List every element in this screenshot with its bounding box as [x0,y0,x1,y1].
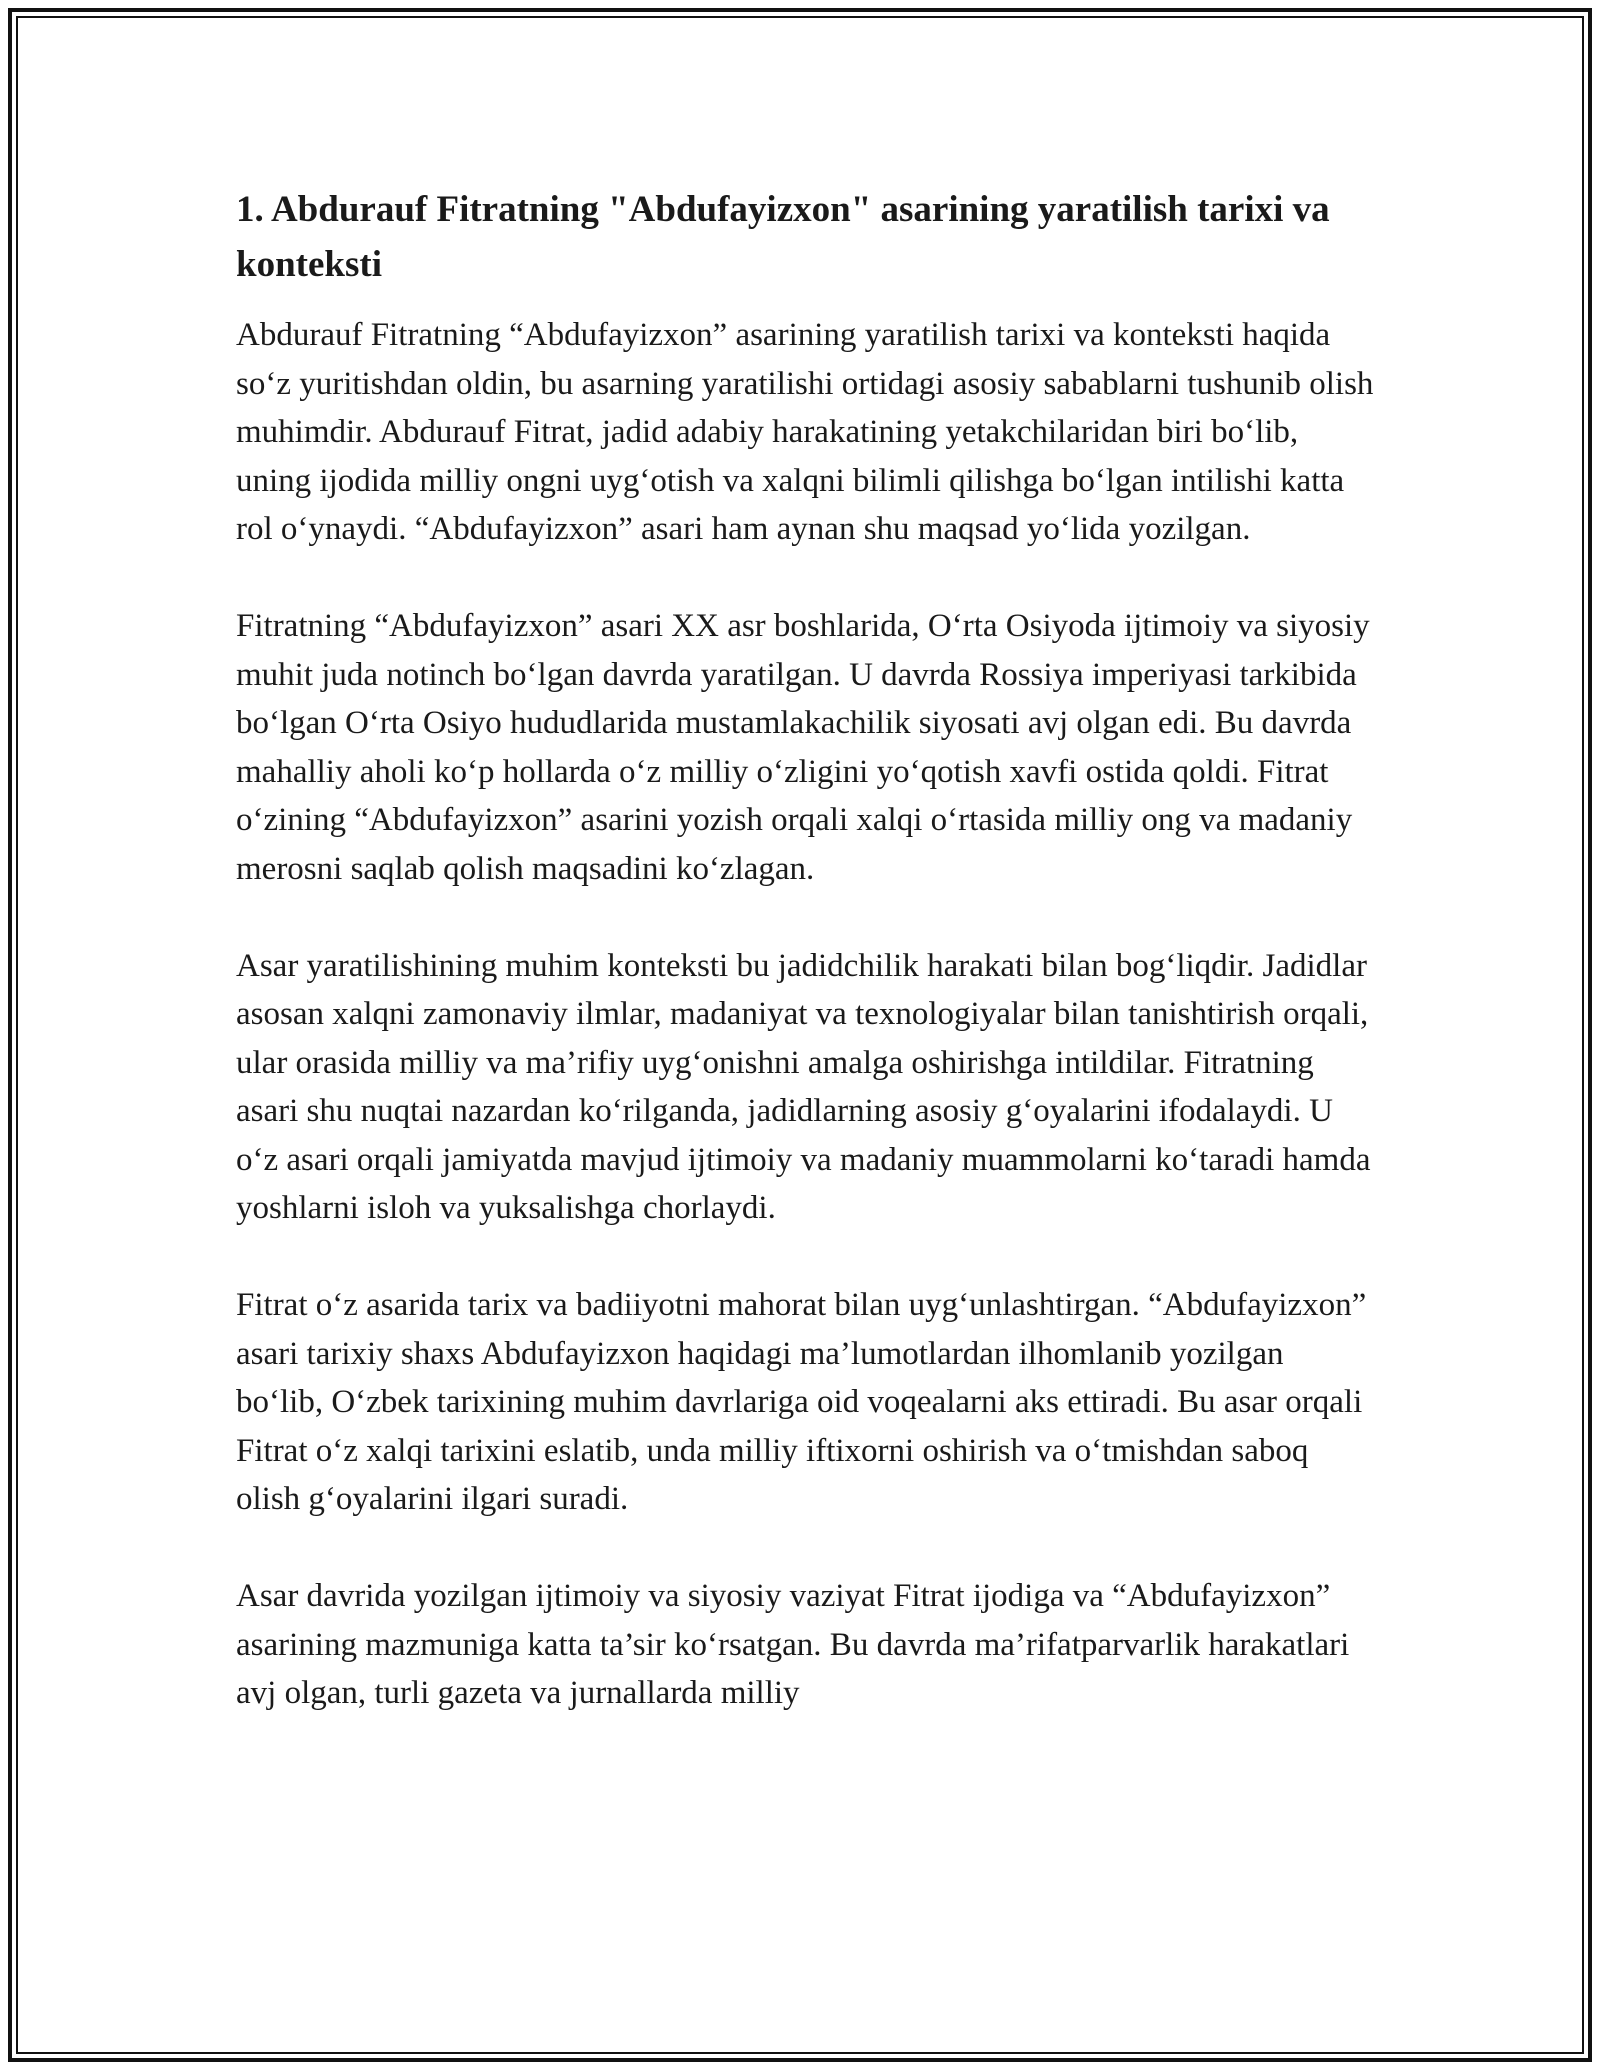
paragraph-5: Asar davrida yozilgan ijtimoiy va siyosiy vaziyat Fitrat ijodiga va “Abdufayizxon” asarining mazmuniga katta ta’sir ko‘rsatgan. Bu davrda ma’rifatparvarlik harakatlari avj olgan, turli gazeta va jurnallarda milliy [236,1578,1350,1711]
paragraph-2: Fitratning “Abdufayizxon” asari XX asr boshlarida, O‘rta Osiyoda ijtimoiy va siyosiy muhit juda notinch bo‘lgan davrda yaratilgan. U davrda Rossiya imperiyasi tarkibida bo‘lgan O‘rta Osiyo hududlarida mustamlakachilik siyosati avj olgan edi. Bu davrda mahalliy aholi ko‘p hollarda o‘z milliy o‘zligini yo‘qotish xavfi ostida qoldi. Fitrat o‘zining “Abdufayizxon” asarini yozish orqali xalqi o‘rtasida milliy ong va madaniy merosni saqlab qolish maqsadini ko‘zlagan. [236,608,1370,887]
paragraph-3: Asar yaratilishining muhim konteksti bu jadidchilik harakati bilan bog‘liqdir. Jadidlar asosan xalqni zamonaviy ilmlar, madaniyat va texnologiyalar bilan tanishtirish orqali, ular orasida milliy va ma’rifiy uyg‘onishni amalga oshirishga intildilar. Fitratning asari shu nuqtai nazardan ko‘rilganda, jadidlarning asosiy g‘oyalarini ifodalaydi. U o‘z asari orqali jamiyatda mavjud ijtimoiy va madaniy muammolarni ko‘taradi hamda yoshlarni isloh va yuksalishga chorlaydi. [236,947,1371,1226]
section-heading: 1. Abdurauf Fitratning "Abdufayizxon" asarining yaratilish tarixi va konteksti [236,189,1330,285]
document-body [236,182,1376,1766]
paragraph-4: Fitrat o‘z asarida tarix va badiiyotni mahorat bilan uyg‘unlashtirgan. “Abdufayizxon” asari tarixiy shaxs Abdufayizxon haqidagi ma’lumotlardan ilhomlanib yozilgan bo‘lib, O‘zbek tarixining muhim davrlariga oid voqealarni aks ettiradi. Bu asar orqali Fitrat o‘z xalqi tarixini eslatib, unda milliy iftixorni oshirish va o‘tmishdan saboq olish g‘oyalarini ilgari suradi. [236,1287,1367,1517]
paragraph-1: Abdurauf Fitratning “Abdufayizxon” asarining yaratilish tarixi va konteksti haqida so‘z yuritishdan oldin, bu asarning yaratilishi ortidagi asosiy sabablarni tushunib olish muhimdir. Abdurauf Fitrat, jadid adabiy harakatining yetakchilaridan biri bo‘lib, uning ijodida milliy ongni uyg‘otish va xalqni bilimli qilishga bo‘lgan intilishi katta rol o‘ynaydi. “Abdufayizxon” asari ham aynan shu maqsad yo‘lida yozilgan. [236,317,1374,547]
